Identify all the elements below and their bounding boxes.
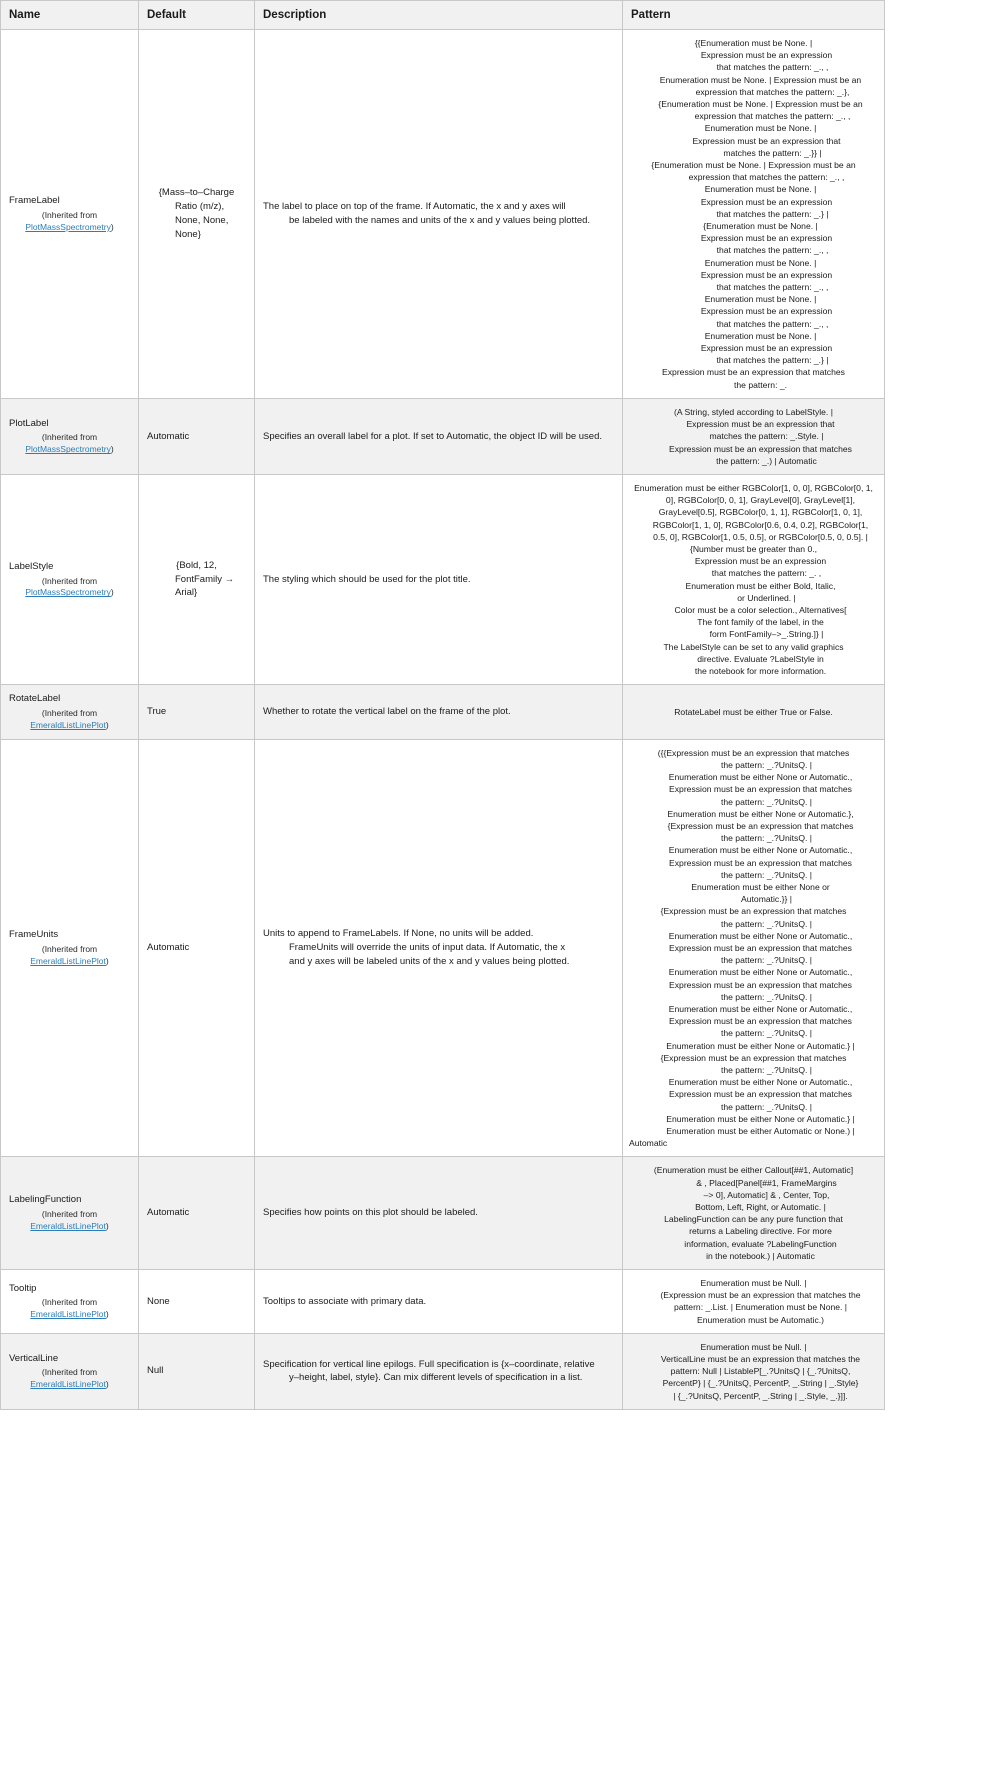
option-pattern-line: {Expression must be an expression that matches bbox=[667, 820, 854, 831]
inherited-suffix: ) bbox=[110, 221, 114, 232]
option-description-cell bbox=[255, 1157, 623, 1270]
option-description-cell bbox=[255, 1270, 623, 1334]
inherited-suffix: ) bbox=[105, 1379, 109, 1390]
option-pattern-line: The font family of the label, in the bbox=[697, 617, 824, 628]
option-pattern-line: RGBColor[1, 1, 0], RGBColor[0.6, 0.4, 0.2], RGBColor[1, bbox=[652, 519, 869, 530]
option-pattern-line: the pattern: _.) | Automatic bbox=[716, 455, 817, 466]
option-pattern-line: Expression must be an expression bbox=[700, 50, 833, 61]
column-header-pattern: Pattern bbox=[623, 1, 885, 30]
option-description-cell bbox=[255, 685, 623, 740]
option-name-cell bbox=[1, 30, 139, 399]
option-pattern-line: that matches the pattern: _., , bbox=[716, 62, 829, 73]
option-pattern-line: that matches the pattern: _.} | bbox=[716, 355, 829, 366]
option-pattern-line: Enumeration must be either None or Automatic., bbox=[668, 845, 853, 856]
option-pattern-line: the pattern: _.?UnitsQ. | bbox=[720, 918, 813, 929]
inherited-source-link[interactable]: EmeraldListLinePlot bbox=[30, 1379, 106, 1390]
option-pattern-line: expression that matches the pattern: _., , bbox=[694, 111, 851, 122]
option-pattern-line: Enumeration must be None. | bbox=[704, 257, 817, 268]
option-pattern-line: & , Placed[Panel[##1, FrameMargins bbox=[696, 1177, 837, 1188]
inherited-note bbox=[9, 576, 130, 600]
option-default-cell bbox=[139, 474, 255, 684]
option-pattern-line: 0.5, 0], RGBColor[1, 0.5, 0.5], or RGBColor[0.5, 0, 0.5]. | bbox=[653, 531, 868, 542]
option-pattern-line: Enumeration must be either None or Automatic., bbox=[668, 1077, 853, 1088]
option-pattern-line: the pattern: _. bbox=[733, 379, 788, 390]
option-pattern-line: {Expression must be an expression that matches bbox=[660, 1052, 847, 1063]
column-header-default: Default bbox=[139, 1, 255, 30]
inherited-prefix: (Inherited from bbox=[41, 209, 98, 220]
option-pattern-line: Enumeration must be either Bold, Italic, bbox=[685, 580, 836, 591]
option-default-line: {Bold, 12, bbox=[176, 559, 217, 571]
option-pattern-line: matches the pattern: _.Style. | bbox=[709, 431, 824, 442]
inherited-suffix: ) bbox=[105, 1309, 109, 1320]
option-name-cell bbox=[1, 1270, 139, 1334]
inherited-note bbox=[9, 1367, 130, 1391]
option-pattern-line: Enumeration must be None. | bbox=[704, 123, 817, 134]
option-pattern-line: pattern: Null | ListableP[_.?UnitsQ | {_.?UnitsQ, bbox=[670, 1366, 851, 1377]
inherited-suffix: ) bbox=[110, 444, 114, 455]
inherited-prefix: (Inherited from bbox=[41, 707, 98, 718]
option-pattern-line: {Enumeration must be None. | Expression must be an bbox=[651, 160, 856, 171]
option-pattern-line: VerticalLine must be an expression that matches the bbox=[660, 1354, 861, 1365]
option-pattern-line: expression that matches the pattern: _.}, bbox=[695, 86, 850, 97]
option-description-line: and y axes will be labeled units of the x and y values being plotted. bbox=[289, 955, 570, 967]
option-name: PlotLabel bbox=[9, 417, 49, 429]
option-name-cell bbox=[1, 474, 139, 684]
option-pattern-line: PercentP} | {_.?UnitsQ, PercentP, _.String | _.Style} bbox=[662, 1378, 859, 1389]
option-default-cell bbox=[139, 398, 255, 474]
option-pattern-line: {Expression must be an expression that matches bbox=[660, 906, 847, 917]
option-pattern-line: Expression must be an expression that matches bbox=[669, 1016, 852, 1027]
option-name-cell bbox=[1, 1333, 139, 1409]
inherited-note bbox=[9, 944, 130, 968]
table-row bbox=[1, 1270, 885, 1334]
inherited-source-link[interactable]: EmeraldListLinePlot bbox=[30, 1221, 106, 1232]
inherited-prefix: (Inherited from bbox=[41, 1297, 98, 1308]
option-pattern-line: Enumeration must be Null. | bbox=[700, 1341, 807, 1352]
option-description-line: Whether to rotate the vertical label on the frame of the plot. bbox=[263, 706, 511, 718]
option-pattern-line: form FontFamily–>_.String.]} | bbox=[709, 629, 824, 640]
inherited-note bbox=[9, 432, 130, 456]
option-pattern-line: Expression must be an expression that matches bbox=[669, 942, 852, 953]
inherited-prefix: (Inherited from bbox=[41, 575, 98, 586]
option-pattern-line: Enumeration must be either None or Automatic.} | bbox=[666, 1113, 855, 1124]
option-pattern-line: that matches the pattern: _. , bbox=[711, 568, 822, 579]
option-pattern-line: Expression must be an expression bbox=[700, 196, 833, 207]
option-pattern-line: Enumeration must be None. | Expression must be an bbox=[659, 74, 862, 85]
option-pattern-line: Expression must be an expression that bbox=[686, 419, 835, 430]
option-pattern-line: (Expression must be an expression that matches the bbox=[660, 1290, 861, 1301]
option-pattern-line: –> 0], Automatic] & , Center, Top, bbox=[703, 1189, 830, 1200]
table-row bbox=[1, 1333, 885, 1409]
option-default-line: Null bbox=[147, 1365, 164, 1377]
option-name-cell bbox=[1, 398, 139, 474]
option-pattern-line: Enumeration must be either RGBColor[1, 0, 0], RGBColor[0, 1, bbox=[634, 482, 873, 493]
option-pattern-line: Bottom, Left, Right, or Automatic. | bbox=[695, 1202, 826, 1213]
inherited-prefix: (Inherited from bbox=[41, 432, 98, 443]
option-pattern-line: Expression must be an expression that matches bbox=[662, 367, 845, 378]
column-header-description: Description bbox=[255, 1, 623, 30]
option-description-cell bbox=[255, 30, 623, 399]
option-pattern-line: {Enumeration must be None. | bbox=[703, 221, 818, 232]
option-pattern-line: Enumeration must be either None or Automatic., bbox=[668, 967, 853, 978]
option-pattern-line: GrayLevel[0.5], RGBColor[0, 1, 1], RGBColor[1, 0, 1], bbox=[658, 507, 863, 518]
option-default-line: None bbox=[147, 1295, 170, 1307]
inherited-note bbox=[9, 1297, 130, 1321]
option-pattern-line: the pattern: _.?UnitsQ. | bbox=[720, 796, 813, 807]
option-name: LabelStyle bbox=[9, 560, 54, 572]
table-header bbox=[1, 1, 885, 30]
option-name: Tooltip bbox=[9, 1282, 37, 1294]
option-pattern-line: Expression must be an expression that matches bbox=[669, 1089, 852, 1100]
option-pattern-line: the notebook for more information. bbox=[694, 665, 827, 676]
option-default-line: Automatic bbox=[147, 1207, 190, 1219]
option-name: RotateLabel bbox=[9, 693, 61, 705]
option-pattern-line: {Number must be greater than 0., bbox=[689, 543, 818, 554]
table-header-row bbox=[1, 1, 885, 30]
table-row bbox=[1, 739, 885, 1157]
inherited-source-link[interactable]: PlotMassSpectrometry bbox=[25, 587, 111, 598]
option-pattern-line: that matches the pattern: _., , bbox=[716, 282, 829, 293]
option-pattern-line: Enumeration must be None. | bbox=[704, 330, 817, 341]
option-default-line: FontFamily → Arial} bbox=[175, 573, 235, 599]
option-default-line: Automatic bbox=[147, 942, 190, 954]
option-description-cell bbox=[255, 739, 623, 1157]
option-pattern-line: Enumeration must be either None or Automatic., bbox=[668, 772, 853, 783]
option-pattern-line: Enumeration must be either None or Automatic.}, bbox=[667, 808, 854, 819]
inherited-suffix: ) bbox=[110, 587, 114, 598]
option-name: FrameUnits bbox=[9, 929, 59, 941]
option-pattern-line: Enumeration must be either None or Automatic.} | bbox=[666, 1040, 855, 1051]
option-default-cell bbox=[139, 739, 255, 1157]
option-pattern-line: in the notebook.) | Automatic bbox=[706, 1250, 815, 1261]
option-default-line: Automatic bbox=[147, 430, 190, 442]
option-pattern-line: LabelingFunction can be any pure function that bbox=[664, 1214, 843, 1225]
option-description-line: Specifies how points on this plot should be labeled. bbox=[263, 1207, 478, 1219]
option-pattern-line: that matches the pattern: _., , bbox=[716, 245, 829, 256]
inherited-prefix: (Inherited from bbox=[41, 1209, 98, 1220]
option-name: FrameLabel bbox=[9, 195, 60, 207]
option-pattern-line: Expression must be an expression bbox=[700, 343, 833, 354]
option-pattern-line: Enumeration must be either None or bbox=[691, 881, 830, 892]
option-pattern-line: ({{Expression must be an expression that matches bbox=[657, 747, 850, 758]
option-default-cell bbox=[139, 1270, 255, 1334]
inherited-suffix: ) bbox=[105, 719, 109, 730]
option-pattern-line: Expression must be an expression that matches bbox=[669, 979, 852, 990]
option-pattern-line: Expression must be an expression that matches bbox=[669, 443, 852, 454]
option-pattern-line: the pattern: _.?UnitsQ. | bbox=[720, 869, 813, 880]
option-name-cell bbox=[1, 739, 139, 1157]
option-pattern-line: that matches the pattern: _.} | bbox=[716, 208, 829, 219]
option-description-line: Units to append to FrameLabels. If None, no units will be added. bbox=[263, 928, 534, 940]
option-pattern-line: the pattern: _.?UnitsQ. | bbox=[720, 1028, 813, 1039]
option-pattern-line: Expression must be an expression that matches bbox=[669, 857, 852, 868]
option-pattern-line: Enumeration must be Null. | bbox=[700, 1278, 807, 1289]
inherited-source-link[interactable]: PlotMassSpectrometry bbox=[25, 221, 111, 232]
inherited-source-link[interactable]: EmeraldListLinePlot bbox=[30, 1309, 106, 1320]
option-pattern-line: The LabelStyle can be set to any valid graphics bbox=[663, 641, 844, 652]
option-pattern-cell bbox=[623, 739, 885, 1157]
option-pattern-line: | {_.?UnitsQ, PercentP, _.String | _.Style, _.}]]. bbox=[673, 1390, 848, 1401]
option-pattern-line: pattern: _.List. | Enumeration must be None. | bbox=[673, 1302, 848, 1313]
table-body bbox=[1, 30, 885, 1410]
option-pattern-cell bbox=[623, 30, 885, 399]
option-default-cell bbox=[139, 1157, 255, 1270]
option-description-line: Specifies an overall label for a plot. If set to Automatic, the object ID will be used. bbox=[263, 430, 603, 442]
option-pattern-line: Enumeration must be either None or Automatic., bbox=[668, 1003, 853, 1014]
option-pattern-line: Color must be a color selection., Alternatives[ bbox=[674, 604, 847, 615]
option-pattern-cell bbox=[623, 1270, 885, 1334]
option-description-line: Specification for vertical line epilogs. Full specification is {x–coordinate, relative bbox=[263, 1358, 595, 1370]
option-pattern-cell bbox=[623, 1333, 885, 1409]
option-description-line: y–height, label, style}. Can mix different levels of specification in a list. bbox=[289, 1372, 583, 1384]
option-pattern-line: Enumeration must be Automatic.) bbox=[696, 1314, 825, 1325]
option-pattern-line: Automatic.}} | bbox=[741, 894, 792, 905]
option-pattern-cell bbox=[623, 474, 885, 684]
inherited-suffix: ) bbox=[105, 955, 109, 966]
option-pattern-line: {Enumeration must be None. | Expression must be an bbox=[658, 99, 863, 110]
table-row bbox=[1, 685, 885, 740]
option-description-cell bbox=[255, 474, 623, 684]
option-default-line: None, None, None} bbox=[175, 214, 229, 240]
inherited-note bbox=[9, 1209, 130, 1233]
column-header-name: Name bbox=[1, 1, 139, 30]
inherited-suffix: ) bbox=[105, 1221, 109, 1232]
option-pattern-line: information, evaluate ?LabelingFunction bbox=[684, 1238, 837, 1249]
option-name: LabelingFunction bbox=[9, 1194, 82, 1206]
option-pattern-cell bbox=[623, 1157, 885, 1270]
option-pattern-line: Expression must be an expression that matches bbox=[669, 784, 852, 795]
option-pattern-line: directive. Evaluate ?LabelStyle in bbox=[697, 653, 824, 664]
inherited-source-link[interactable]: EmeraldListLinePlot bbox=[30, 955, 106, 966]
option-default-cell bbox=[139, 1333, 255, 1409]
option-pattern-line: {{Enumeration must be None. | bbox=[694, 38, 813, 48]
table-row bbox=[1, 398, 885, 474]
inherited-source-link[interactable]: EmeraldListLinePlot bbox=[30, 719, 106, 730]
option-description-cell bbox=[255, 1333, 623, 1409]
option-pattern-line: (A String, styled according to LabelStyle. | bbox=[674, 406, 833, 417]
option-description-line: FrameUnits will override the units of input data. If Automatic, the x bbox=[289, 942, 566, 954]
inherited-source-link[interactable]: PlotMassSpectrometry bbox=[25, 444, 111, 455]
option-default-cell bbox=[139, 685, 255, 740]
option-default-line: True bbox=[147, 706, 167, 718]
option-default-line: {Mass–to–Charge bbox=[158, 187, 235, 199]
option-pattern-line: that matches the pattern: _., , bbox=[716, 318, 829, 329]
option-description-cell bbox=[255, 398, 623, 474]
option-description-line: The styling which should be used for the plot title. bbox=[263, 573, 471, 585]
option-pattern-line: the pattern: _.?UnitsQ. | bbox=[720, 1101, 813, 1112]
option-pattern-line: Enumeration must be either None or Automatic., bbox=[668, 930, 853, 941]
option-pattern-line: the pattern: _.?UnitsQ. | bbox=[720, 991, 813, 1002]
option-pattern-line: Enumeration must be either Automatic or None.) | bbox=[666, 1126, 855, 1136]
option-pattern-line: matches the pattern: _.}} | bbox=[723, 147, 822, 158]
option-pattern-cell bbox=[623, 398, 885, 474]
table-row bbox=[1, 1157, 885, 1270]
option-pattern-line: Enumeration must be None. | bbox=[704, 184, 817, 195]
option-pattern-line: 0], RGBColor[0, 0, 1], GrayLevel[0], GrayLevel[1], bbox=[665, 495, 856, 506]
option-description-line: The label to place on top of the frame. If Automatic, the x and y axes will bbox=[263, 201, 566, 213]
option-pattern-line: Expression must be an expression bbox=[700, 269, 833, 280]
option-pattern-line: Automatic bbox=[629, 1138, 668, 1149]
table-row bbox=[1, 474, 885, 684]
option-pattern-line: or Underlined. | bbox=[737, 592, 796, 603]
option-default-line: Ratio (m/z), bbox=[175, 201, 225, 213]
option-pattern-line: the pattern: _.?UnitsQ. | bbox=[720, 833, 813, 844]
option-pattern-line: the pattern: _.?UnitsQ. | bbox=[720, 1064, 813, 1075]
inherited-note bbox=[9, 210, 130, 234]
option-description-line: Tooltips to associate with primary data. bbox=[263, 1295, 427, 1307]
inherited-prefix: (Inherited from bbox=[41, 944, 98, 955]
option-pattern-line: RotateLabel must be either True or False. bbox=[674, 706, 833, 717]
option-pattern-line: the pattern: _.?UnitsQ. | bbox=[720, 955, 813, 966]
option-pattern-line: returns a Labeling directive. For more bbox=[689, 1226, 832, 1237]
inherited-prefix: (Inherited from bbox=[41, 1367, 98, 1378]
option-pattern-line: Enumeration must be None. | bbox=[704, 294, 817, 305]
option-pattern-line: Expression must be an expression that bbox=[692, 135, 841, 146]
inherited-note bbox=[9, 708, 130, 732]
option-pattern-line: Expression must be an expression bbox=[700, 233, 833, 244]
option-pattern-line: expression that matches the pattern: _., , bbox=[688, 172, 845, 183]
option-name-cell bbox=[1, 685, 139, 740]
option-name-cell bbox=[1, 1157, 139, 1270]
option-default-cell bbox=[139, 30, 255, 399]
option-pattern-cell bbox=[623, 685, 885, 740]
table-row bbox=[1, 30, 885, 399]
option-name: VerticalLine bbox=[9, 1352, 59, 1364]
option-pattern-line: Expression must be an expression bbox=[700, 306, 833, 317]
option-description-line: be labeled with the names and units of the x and y values being plotted. bbox=[289, 214, 591, 226]
option-pattern-line: Expression must be an expression bbox=[694, 556, 827, 567]
option-pattern-line: the pattern: _.?UnitsQ. | bbox=[720, 759, 813, 770]
option-pattern-line: (Enumeration must be either Callout[##1, Automatic] bbox=[653, 1165, 854, 1176]
